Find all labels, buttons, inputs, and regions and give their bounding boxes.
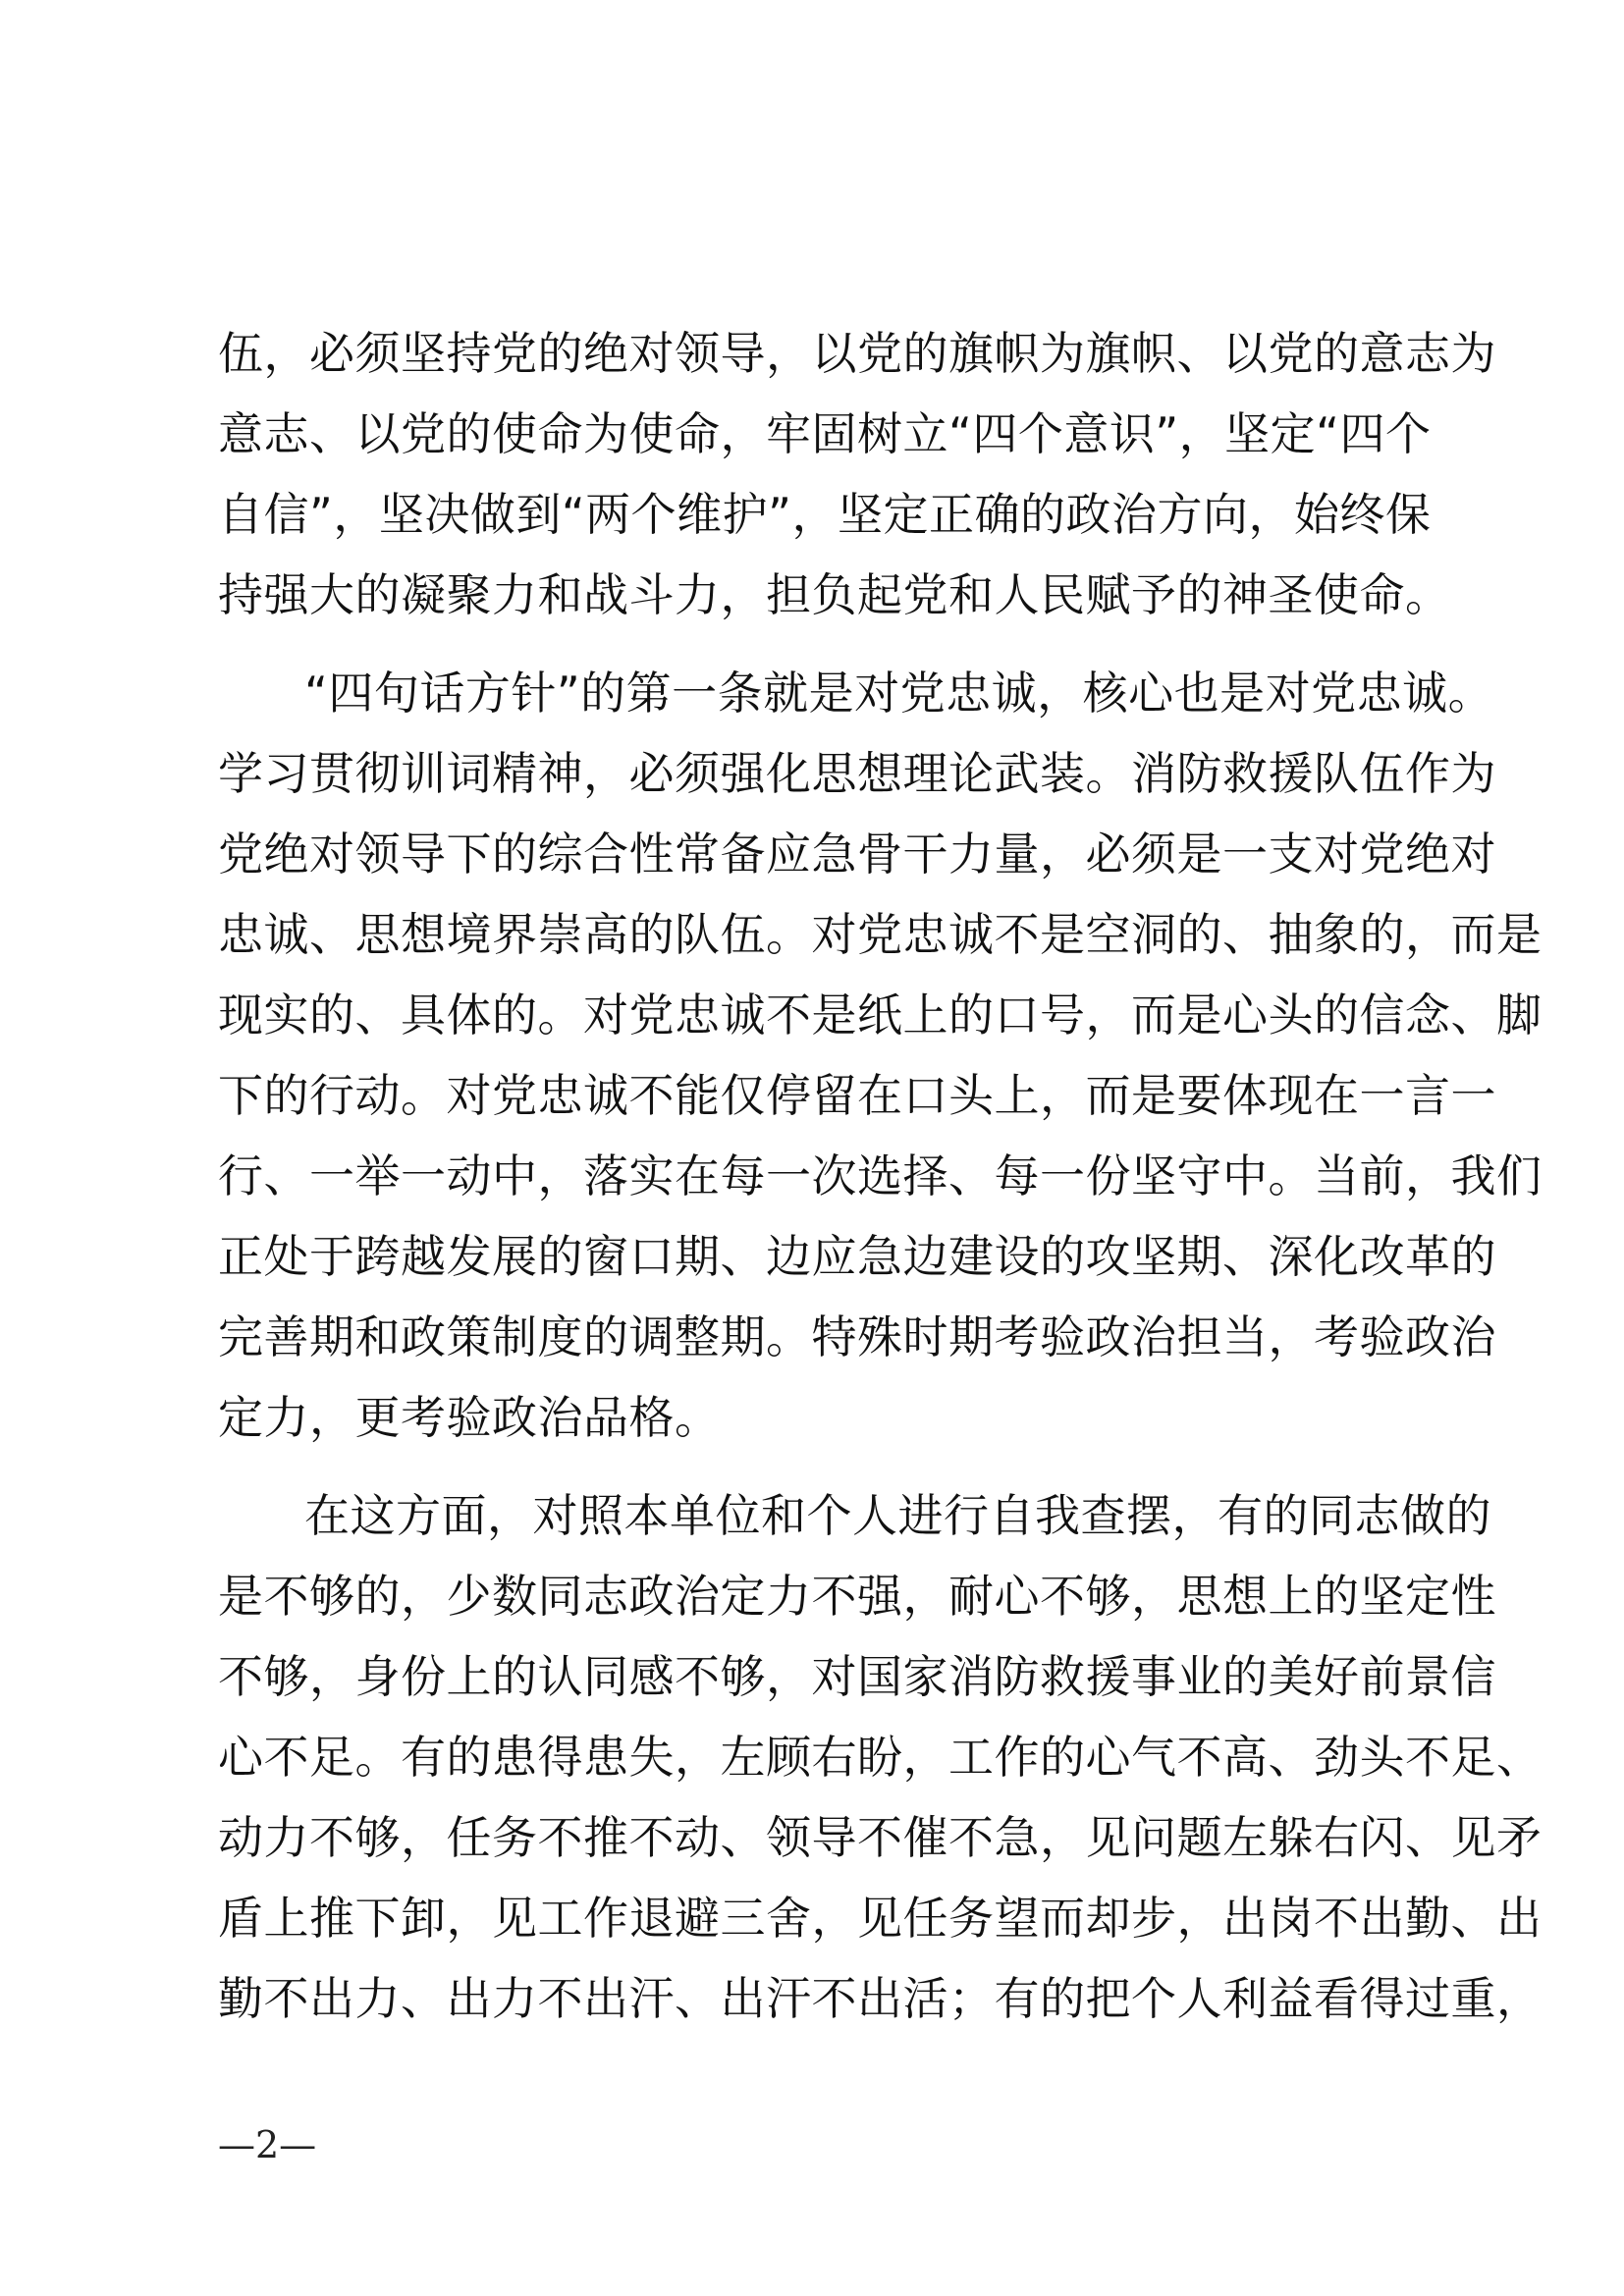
text-line: 盾上推下卸，见工作退避三舍，见任务望而却步，出岗不出勤、出 xyxy=(218,1892,1543,1945)
text-line: 意志、以党的使命为使命，牢固树立“四个意识”，坚定“四个 xyxy=(218,407,1432,460)
text-line: 伍，必须坚持党的绝对领导，以党的旗帜为旗帜、以党的意志为 xyxy=(218,327,1496,380)
text-line: 完善期和政策制度的调整期。特殊时期考验政治担当，考验政治 xyxy=(218,1310,1496,1363)
text-line: 学习贯彻训词精神，必须强化思想理论武装。消防救援队伍作为 xyxy=(218,747,1496,800)
text-line: 勤不出力、出力不出汗、出汗不出活；有的把个人利益看得过重， xyxy=(218,1972,1543,2025)
text-line: 不够，身份上的认同感不够，对国家消防救援事业的美好前景信 xyxy=(218,1650,1496,1703)
text-line: 在这方面，对照本单位和个人进行自我查摆，有的同志做的 xyxy=(304,1489,1491,1542)
text-line: 行、一举一动中，落实在每一次选择、每一份坚守中。当前，我们 xyxy=(218,1149,1543,1202)
page-number: —2— xyxy=(218,2123,317,2166)
text-line: 正处于跨越发展的窗口期、边应急边建设的攻坚期、深化改革的 xyxy=(218,1230,1496,1283)
text-line: 现实的、具体的。对党忠诚不是纸上的口号，而是心头的信念、脚 xyxy=(218,988,1543,1041)
text-line: “四句话方针”的第一条就是对党忠诚，核心也是对党忠诚。 xyxy=(304,667,1494,720)
text-line: 心不足。有的患得患失，左顾右盼，工作的心气不高、劲头不足、 xyxy=(218,1731,1543,1784)
text-line: 下的行动。对党忠诚不能仅停留在口头上，而是要体现在一言一 xyxy=(218,1069,1496,1122)
text-line: 忠诚、思想境界崇高的队伍。对党忠诚不是空洞的、抽象的，而是 xyxy=(218,908,1543,961)
text-line: 持强大的凝聚力和战斗力，担负起党和人民赋予的神圣使命。 xyxy=(218,568,1451,621)
text-line: 动力不够，任务不推不动、领导不催不急，见问题左躲右闪、见矛 xyxy=(218,1811,1543,1864)
text-line: 自信”，坚决做到“两个维护”，坚定正确的政治方向，始终保 xyxy=(218,488,1432,541)
text-line: 党绝对领导下的综合性常备应急骨干力量，必须是一支对党绝对 xyxy=(218,828,1496,881)
text-line: 是不够的，少数同志政治定力不强，耐心不够，思想上的坚定性 xyxy=(218,1570,1496,1623)
text-line: 定力，更考验政治品格。 xyxy=(218,1391,721,1444)
